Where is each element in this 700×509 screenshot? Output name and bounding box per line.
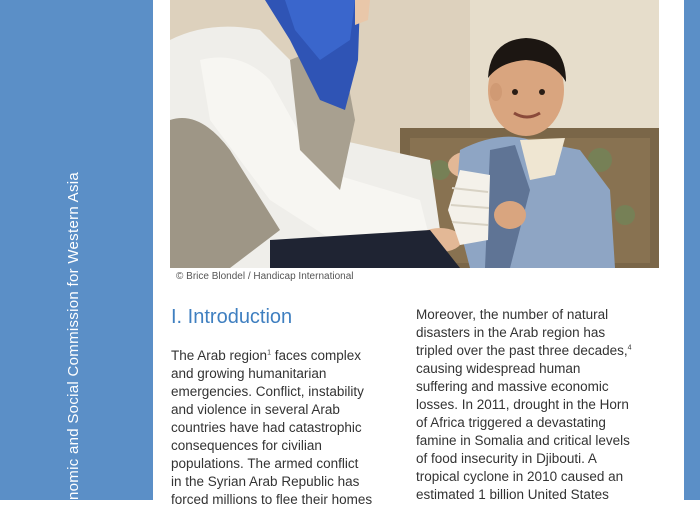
footnote-marker: 1 bbox=[267, 349, 271, 357]
cover-photo bbox=[170, 0, 659, 268]
paragraph-line: suffering and massive economic bbox=[416, 379, 609, 394]
right-edge-band bbox=[684, 0, 700, 500]
paragraph-line: of Africa triggered a devastating bbox=[416, 415, 606, 430]
right-column-text bbox=[416, 306, 661, 504]
sidebar-vertical-title: nomic and Social Commission for Western Asia bbox=[65, 171, 82, 500]
left-column-text bbox=[171, 347, 406, 509]
paragraph-line: emergencies. Conflict, instability bbox=[171, 384, 364, 399]
paragraph-line: estimated 1 billion United States bbox=[416, 487, 609, 502]
paragraph-line bbox=[416, 342, 661, 360]
photo-illustration bbox=[170, 0, 659, 268]
paragraph-line: forced millions to flee their homes bbox=[171, 492, 373, 507]
section-heading: I. Introduction bbox=[171, 306, 293, 328]
paragraph-line: causing widespread human bbox=[416, 361, 581, 376]
footnote-marker: 4 bbox=[627, 344, 632, 352]
paragraph-line: and violence in several Arab bbox=[171, 402, 340, 417]
paragraph-line: disasters in the Arab region has bbox=[416, 325, 606, 340]
line-prefix: The Arab region bbox=[171, 348, 268, 363]
sidebar-band bbox=[0, 0, 153, 500]
paragraph-line: in the Syrian Arab Republic has bbox=[171, 474, 360, 489]
paragraph-line: of food insecurity in Djibouti. A bbox=[416, 451, 597, 466]
line-rest: faces complex bbox=[274, 348, 362, 363]
photo-credit-caption: © Brice Blondel / Handicap International bbox=[176, 271, 354, 282]
paragraph-line: Moreover, the number of natural bbox=[416, 307, 609, 322]
paragraph-line: famine in Somalia and critical levels bbox=[416, 433, 630, 448]
paragraph-line bbox=[171, 347, 406, 365]
paragraph-line: tropical cyclone in 2010 caused an bbox=[416, 469, 624, 484]
paragraph-line: populations. The armed conflict bbox=[171, 456, 359, 471]
paragraph-line: countries have had catastrophic bbox=[171, 420, 362, 435]
line-text: tripled over the past three decades, bbox=[416, 343, 628, 358]
paragraph-line: and growing humanitarian bbox=[171, 366, 327, 381]
paragraph-line: consequences for civilian bbox=[171, 438, 322, 453]
paragraph-line: losses. In 2011, drought in the Horn bbox=[416, 397, 629, 412]
